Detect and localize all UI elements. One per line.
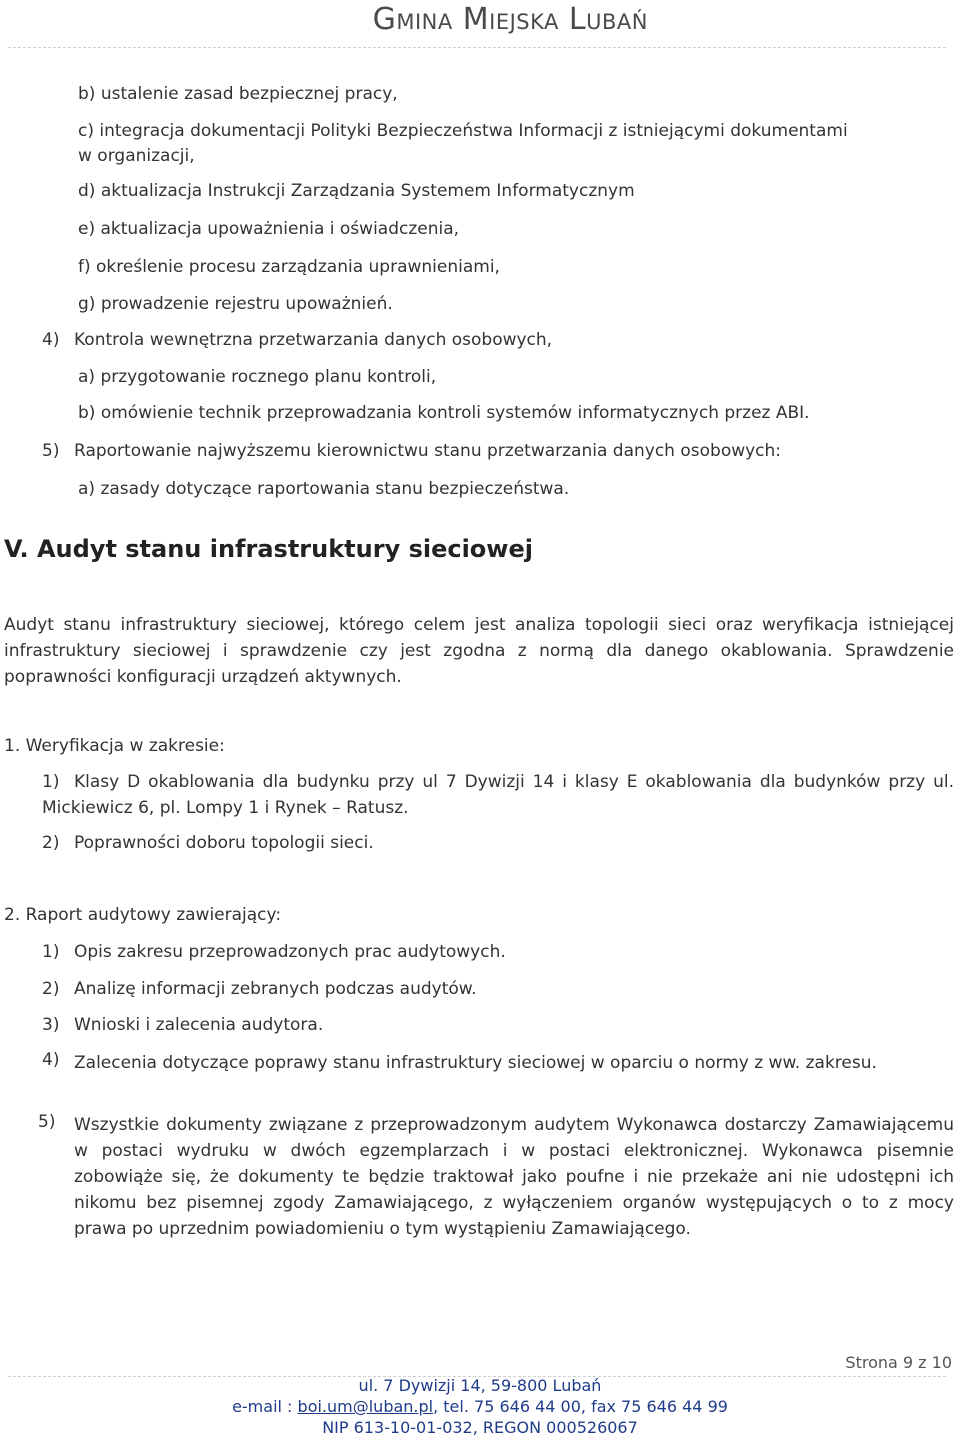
list-item: d) aktualizacja Instrukcji Zarządzania Systemem Informatycznym (78, 181, 635, 201)
footer-address: ul. 7 Dywizji 14, 59-800 Lubań (358, 1376, 602, 1395)
email-link[interactable]: boi.um@luban.pl (297, 1397, 434, 1416)
list-item: Opis zakresu przeprowadzonych prac audytowych. (74, 942, 506, 962)
list-item: Zalecenia dotyczące poprawy stanu infrastruktury sieciowej w oparciu o normy z ww. zakresu. (74, 1053, 877, 1073)
list-item: Klasy D okablowania dla budynku przy ul 7 Dywizji 14 i klasy E okablowania dla budynków przy ul. Mickiewicz 6, pl. Lompy 1 i Rynek – Ratusz. (42, 772, 954, 818)
section-intro-paragraph: Audyt stanu infrastruktury sieciowej, którego celem jest analiza topologii sieci oraz weryfikacja istniejącej infrastruktury sieciowej i sprawdzenie czy jest zgodna z normą dla danego okablowania. Sprawdzenie poprawności konfiguracji urządzeń aktywnych. (4, 615, 954, 687)
list-number: 4) (42, 1050, 60, 1070)
list-item: Analizę informacji zebranych podczas audytów. (74, 979, 477, 999)
list-number: 5) (38, 1112, 56, 1132)
list-item: f) określenie procesu zarządzania uprawnieniami, (78, 257, 500, 277)
phone-fax: , tel. 75 646 44 00, fax 75 646 44 99 (433, 1397, 728, 1416)
list-item: g) prowadzenie rejestru upoważnień. (78, 294, 393, 314)
section-heading: V. Audyt stanu infrastruktury sieciowej (4, 535, 533, 563)
sub-list-item: b) omówienie technik przeprowadzania kontroli systemów informatycznych przez ABI. (78, 403, 810, 423)
subsection-title: 2. Raport audytowy zawierający: (4, 905, 282, 925)
list-number: 2) (42, 833, 60, 853)
list-item: b) ustalenie zasad bezpiecznej pracy, (78, 84, 398, 104)
list-number: 2) (42, 979, 60, 999)
list-item: c) integracja dokumentacji Polityki Bezpieczeństwa Informacji z istniejącymi dokumentami (78, 121, 848, 141)
list-item: Kontrola wewnętrzna przetwarzania danych osobowych, (74, 330, 553, 350)
page-number: Strona 9 z 10 (845, 1353, 952, 1372)
footer-contact (0, 1397, 960, 1416)
list-item: e) aktualizacja upoważnienia i oświadczenia, (78, 219, 460, 239)
list-number: 1) (42, 772, 60, 792)
list-number: 5) (42, 441, 60, 461)
header-divider (8, 47, 946, 48)
list-number: 3) (42, 1015, 60, 1035)
list-number: 1) (42, 942, 60, 962)
email-label: e-mail : (232, 1397, 298, 1416)
list-item: Wnioski i zalecenia audytora. (74, 1015, 324, 1035)
list-item: Raportowanie najwyższemu kierownictwu stanu przetwarzania danych osobowych: (74, 441, 782, 461)
list-number: 4) (42, 330, 60, 350)
page-header-title: Gmina Miejska Lubań (372, 2, 648, 37)
subsection-title: 1. Weryfikacja w zakresie: (4, 736, 225, 756)
list-item-continuation: w organizacji, (78, 146, 195, 166)
list-item: Wszystkie dokumenty związane z przeprowadzonym audytem Wykonawca dostarczy Zamawiającemu w postaci wydruku w dwóch egzemplarzach i w postaci elektronicznej. Wykonawca pisemnie zobowiąże się, że dokumenty te będzie traktował jako poufne i nie przekaże ani nie udostępni ich nikomu bez pisemnej zgody Zamawiającego, z wyłączeniem organów występujących o to z mocy prawa po uprzednim powiadomieniu o tym wystąpieniu Zamawiającego. (74, 1115, 954, 1239)
footer-ids: NIP 613-10-01-032, REGON 000526067 (322, 1418, 638, 1437)
sub-list-item: a) zasady dotyczące raportowania stanu bezpieczeństwa. (78, 479, 570, 499)
sub-list-item: a) przygotowanie rocznego planu kontroli, (78, 367, 437, 387)
list-item: Poprawności doboru topologii sieci. (74, 833, 374, 853)
